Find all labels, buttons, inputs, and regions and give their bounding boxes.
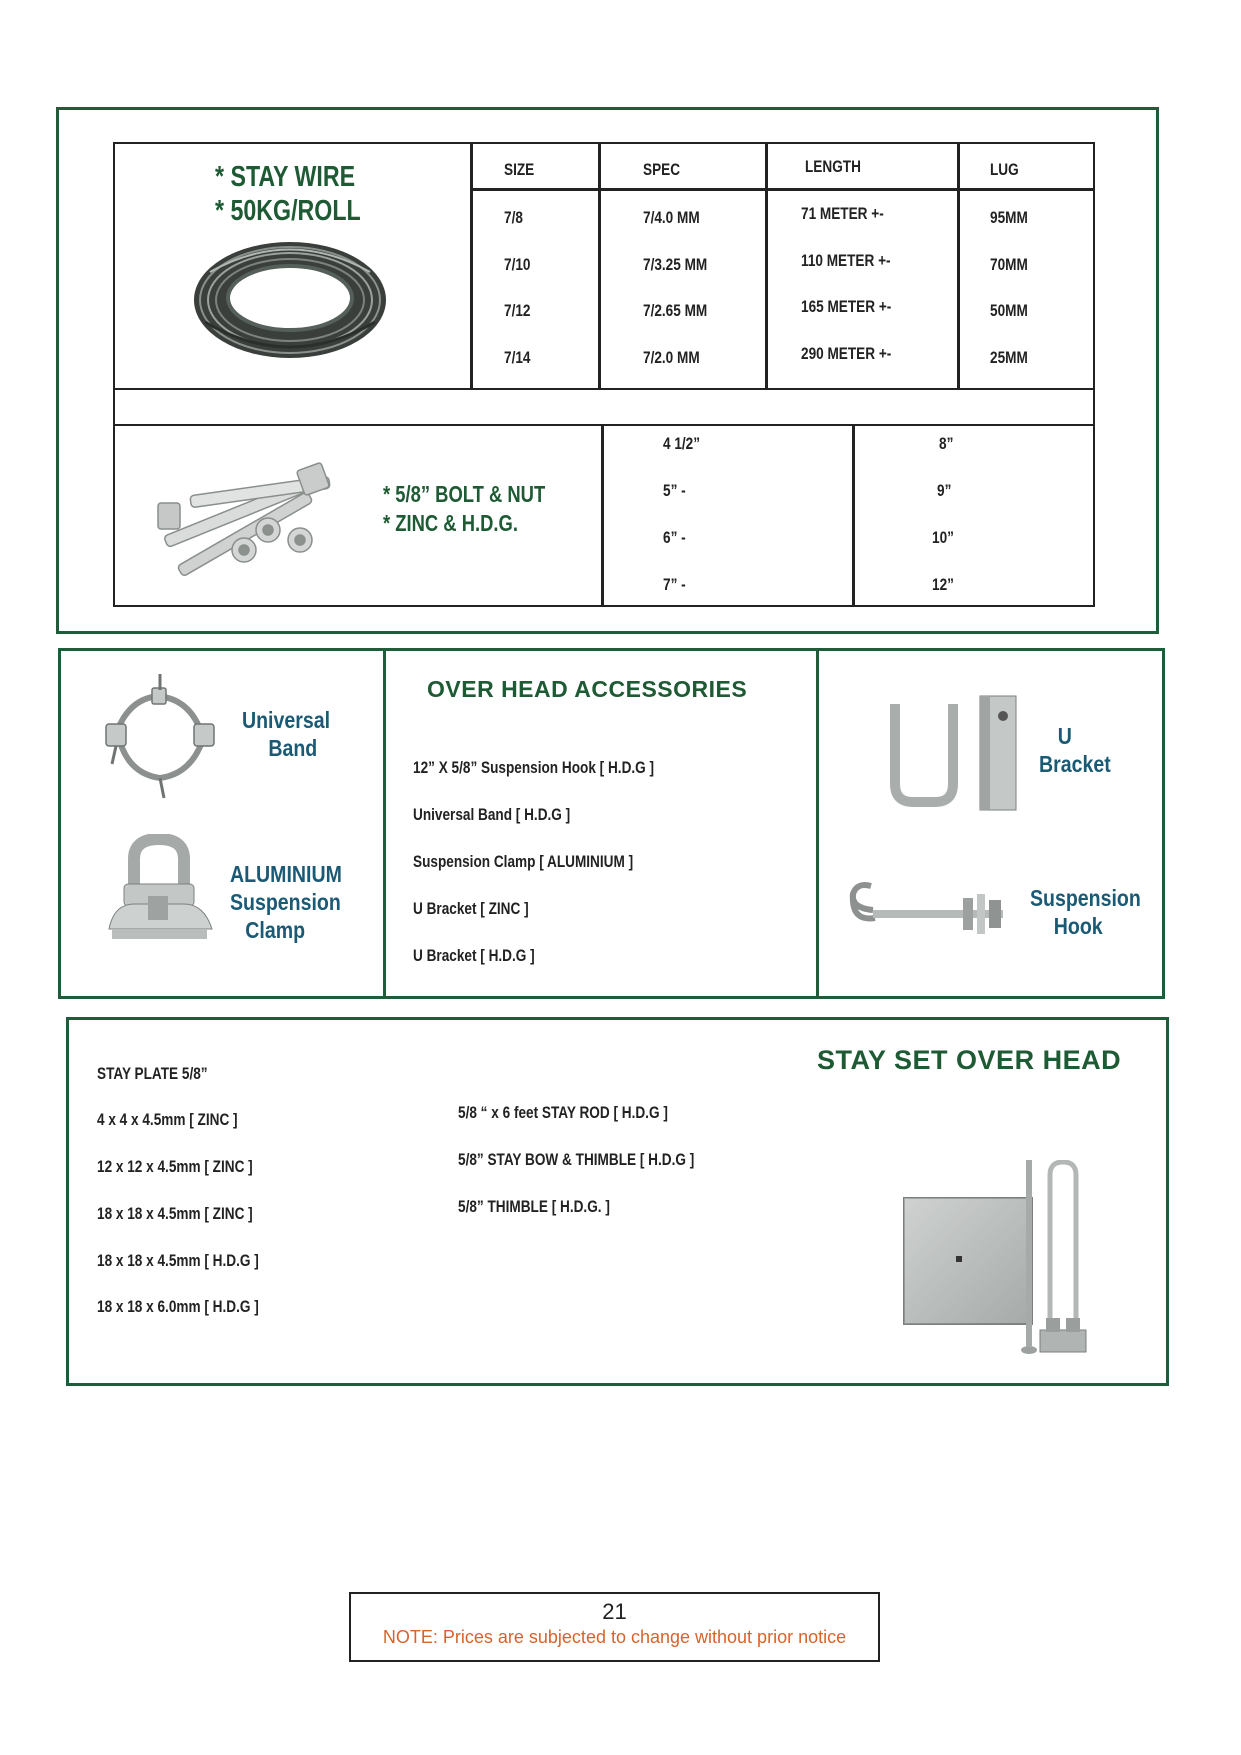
page-number: 21 [602, 1599, 627, 1624]
stay-plate-item: 18 x 18 x 4.5mm [ H.D.G ] [97, 1251, 259, 1270]
stay-wire-coil-image [190, 232, 390, 362]
suspension-hook-caption: Suspension Hook [1030, 885, 1141, 939]
stay-set-heading: STAY SET OVER HEAD [817, 1045, 1122, 1075]
table-cell-size: 7/14 [504, 348, 531, 367]
footer-note-box [349, 1592, 880, 1662]
table-cell-lug: 95MM [990, 208, 1028, 227]
bolt-size: 10” [932, 528, 954, 547]
header-lug: LUG [990, 160, 1019, 179]
header-length: LENGTH [805, 157, 861, 176]
bolt-size: 12” [932, 575, 954, 594]
stay-plate-title: STAY PLATE 5/8” [97, 1064, 208, 1083]
bolt-size: 4 1/2” [663, 434, 701, 453]
stay-wire-title: * STAY WIRE * 50KG/ROLL [215, 161, 361, 227]
overhead-item: 12” X 5/8” Suspension Hook [ H.D.G ] [413, 758, 655, 777]
bolt-size: 7” - [663, 575, 686, 594]
suspension-clamp-caption: ALUMINIUM Suspension Clamp [230, 861, 342, 943]
table-cell-length: 71 METER +- [801, 204, 884, 223]
bolt-size: 5” - [663, 481, 686, 500]
universal-band-image [100, 674, 220, 799]
stay-rod-item: 5/8” STAY BOW & THIMBLE [ H.D.G ] [458, 1150, 695, 1169]
suspension-hook-image [845, 880, 1015, 940]
stay-plate-item: 18 x 18 x 6.0mm [ H.D.G ] [97, 1297, 259, 1316]
table-cell-size: 7/8 [504, 208, 523, 227]
table-cell-size: 7/12 [504, 301, 531, 320]
table-cell-length: 290 METER +- [801, 344, 892, 363]
bolt-size: 9” [937, 481, 952, 500]
stay-set-image [900, 1160, 1120, 1360]
bolt-nut-title: * 5/8” BOLT & NUT * ZINC & H.D.G. [383, 481, 546, 536]
overhead-item: Suspension Clamp [ ALUMINIUM ] [413, 852, 634, 871]
table-cell-lug: 50MM [990, 301, 1028, 320]
table-cell-lug: 70MM [990, 255, 1028, 274]
table-cell-spec: 7/2.65 MM [643, 301, 708, 320]
universal-band-caption: Universal Band [242, 707, 331, 761]
table-cell-length: 110 METER +- [801, 251, 891, 270]
suspension-clamp-image [104, 834, 219, 949]
table-cell-lug: 25MM [990, 348, 1028, 367]
table-cell-size: 7/10 [504, 255, 531, 274]
stay-rod-item: 5/8” THIMBLE [ H.D.G. ] [458, 1197, 610, 1216]
stay-plate-item: 4 x 4 x 4.5mm [ ZINC ] [97, 1110, 238, 1129]
bolt-size: 6” - [663, 528, 686, 547]
bolt-size: 8” [939, 434, 954, 453]
header-spec: SPEC [643, 160, 681, 179]
u-bracket-image [885, 694, 1025, 814]
overhead-item: U Bracket [ ZINC ] [413, 899, 529, 918]
overhead-item: Universal Band [ H.D.G ] [413, 805, 571, 824]
table-cell-spec: 7/4.0 MM [643, 208, 700, 227]
stay-plate-item: 12 x 12 x 4.5mm [ ZINC ] [97, 1157, 253, 1176]
u-bracket-caption: U Bracket [1039, 723, 1111, 777]
overhead-heading: OVER HEAD ACCESSORIES [427, 676, 748, 702]
stay-plate-item: 18 x 18 x 4.5mm [ ZINC ] [97, 1204, 253, 1223]
table-cell-spec: 7/3.25 MM [643, 255, 708, 274]
bolt-nut-image [150, 448, 370, 578]
spacer-row [113, 388, 1095, 426]
price-note: NOTE: Prices are subjected to change without prior notice [382, 1627, 847, 1647]
header-size: SIZE [504, 160, 535, 179]
overhead-item: U Bracket [ H.D.G ] [413, 946, 535, 965]
stay-rod-item: 5/8 “ x 6 feet STAY ROD [ H.D.G ] [458, 1103, 668, 1122]
table-cell-spec: 7/2.0 MM [643, 348, 700, 367]
table-cell-length: 165 METER +- [801, 297, 892, 316]
